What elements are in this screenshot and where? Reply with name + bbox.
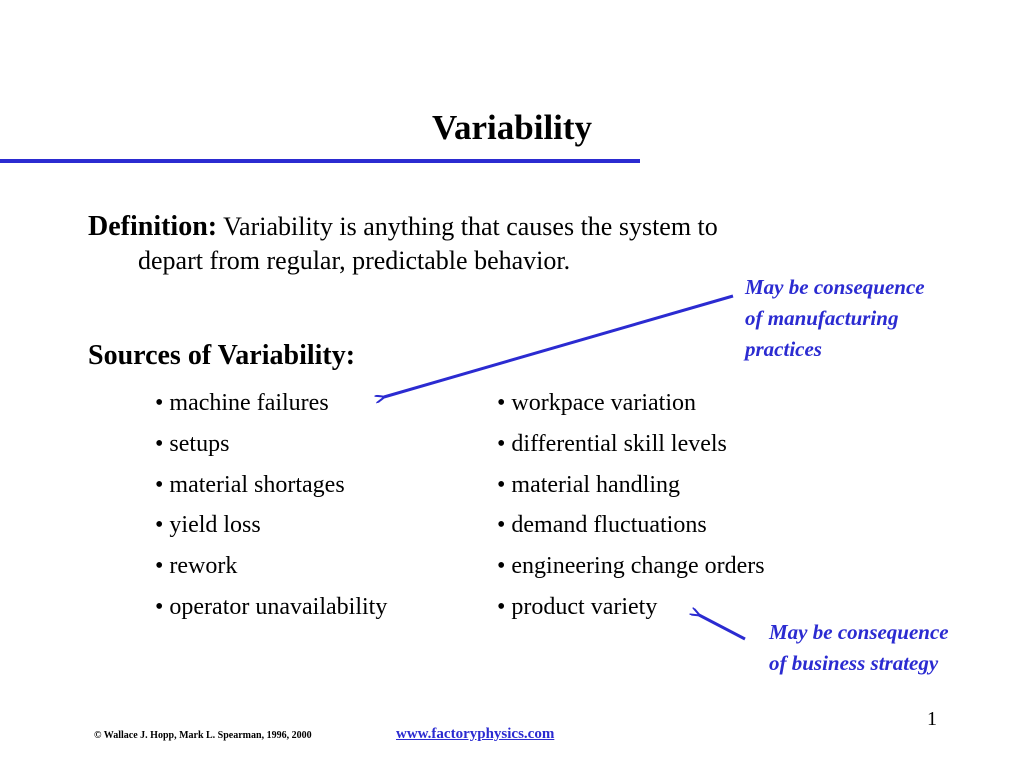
annotation-line: of business strategy: [769, 651, 939, 675]
list-item: • setups: [155, 430, 230, 457]
list-item: • workpace variation: [497, 390, 696, 416]
list-item: • rework: [155, 553, 238, 580]
annotation-line: May be consequence: [745, 275, 925, 299]
list-item: • operator unavailability: [155, 593, 388, 620]
list-item: • demand fluctuations: [497, 512, 707, 539]
sources-heading: Sources of Variability:: [88, 340, 356, 371]
annotation-line: practices: [745, 337, 822, 361]
definition-term: Definition:: [88, 211, 218, 242]
list-item: • material handling: [497, 471, 681, 498]
definition-text-line1: Variability is anything that causes the system to: [223, 212, 718, 241]
arrow-to-machine-failures: [384, 296, 733, 397]
definition-text-line2: depart from regular, predictable behavior.: [138, 246, 571, 275]
list-item: • material shortages: [155, 471, 345, 498]
copyright-text: © Wallace J. Hopp, Mark L. Spearman, 1996, 2000: [94, 730, 312, 741]
list-item: • product variety: [497, 593, 658, 620]
website-link[interactable]: www.factoryphysics.com: [396, 726, 555, 742]
list-item: • yield loss: [155, 512, 261, 539]
slide-title: Variability: [431, 108, 593, 147]
annotation-line: of manufacturing: [745, 306, 899, 330]
annotation-line: May be consequence: [769, 620, 949, 644]
arrow-to-product-variety: [699, 615, 745, 639]
list-item: • differential skill levels: [497, 430, 727, 457]
page-number: 1: [927, 708, 937, 730]
list-item: • machine failures: [155, 390, 329, 416]
list-item: • engineering change orders: [497, 553, 765, 580]
